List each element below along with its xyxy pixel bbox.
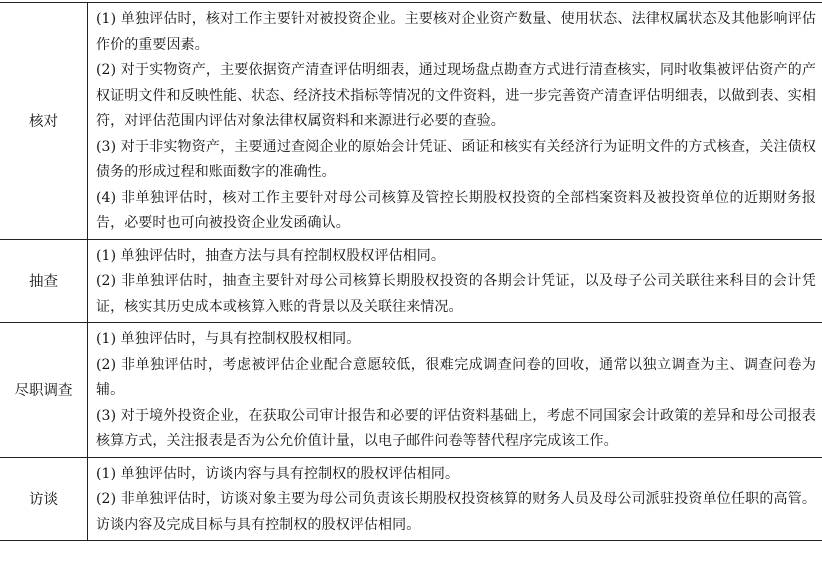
row-label-due-diligence: 尽职调查 [0,323,88,457]
row-label-spot-check: 抽查 [0,240,88,323]
paragraph: (2) 非单独评估时，访谈对象主要为母公司负责该长期股权投资核算的财务人员及母公司派驻投资单位任职的高管。访谈内容及完成目标与具有控制权的股权评估相同。 [96,491,816,533]
paragraph: (1) 单独评估时，抽查方法与具有控制权股权评估相同。 [96,247,445,264]
paragraph: (2) 非单独评估时，抽查主要针对母公司核算长期股权投资的各期会计凭证，以及母子公司关联往来科目的会计凭证，核实其历史成本或核算入账的背景以及关联往来情况。 [96,273,816,315]
row-content-due-diligence [88,323,822,457]
procedure-table [0,2,822,541]
paragraph: (3) 对于境外投资企业，在获取公司审计报告和必要的评估资料基础上，考虑不同国家会计政策的差异和母公司报表核算方式，关注报表是否为公允价值计量，以电子邮件问卷等替代程序完成该工作。 [96,407,816,449]
row-content-spot-check [88,240,822,323]
row-content-verify [88,3,822,239]
paragraph: (4) 非单独评估时，核对工作主要针对母公司核算及管控长期股权投资的全部档案资料及被投资单位的近期财务报告，必要时也可向被投资企业发函确认。 [96,189,816,231]
row-label-interview: 访谈 [0,458,88,541]
paragraph: (1) 单独评估时，与具有控制权股权相同。 [96,331,361,347]
table-row-spot-check [0,239,822,323]
paragraph: (2) 对于实物资产，主要依据资产清查评估明细表，通过现场盘点勘查方式进行清查核实，同时收集被评估资产的产权证明文件和反映性能、状态、经济技术指标等情况的文件资料，进一步完善资产清查评估明细表，以做到表、实相符，对评估范围内评估对象法律权属资料和来源进行必要的查验。 [96,62,816,129]
table-row-verify [0,2,822,239]
paragraph: (1) 单独评估时，核对工作主要针对被投资企业。主要核对企业资产数量、使用状态、法律权属状态及其他影响评估作价的重要因素。 [96,11,816,53]
paragraph: (1) 单独评估时，访谈内容与具有控制权的股权评估相同。 [96,465,460,482]
row-content-interview [88,458,822,541]
table-row-interview [0,457,822,542]
row-label-verify: 核对 [0,3,88,239]
paragraph: (2) 非单独评估时，考虑被评估企业配合意愿较低，很难完成调查问卷的回收，通常以独立调查为主、调查问卷为辅。 [96,356,816,398]
paragraph: (3) 对于非实物资产，主要通过查阅企业的原始会计凭证、函证和核实有关经济行为证明文件的方式核查，关注债权债务的形成过程和账面数字的准确性。 [96,138,816,180]
table-row-due-diligence [0,322,822,457]
